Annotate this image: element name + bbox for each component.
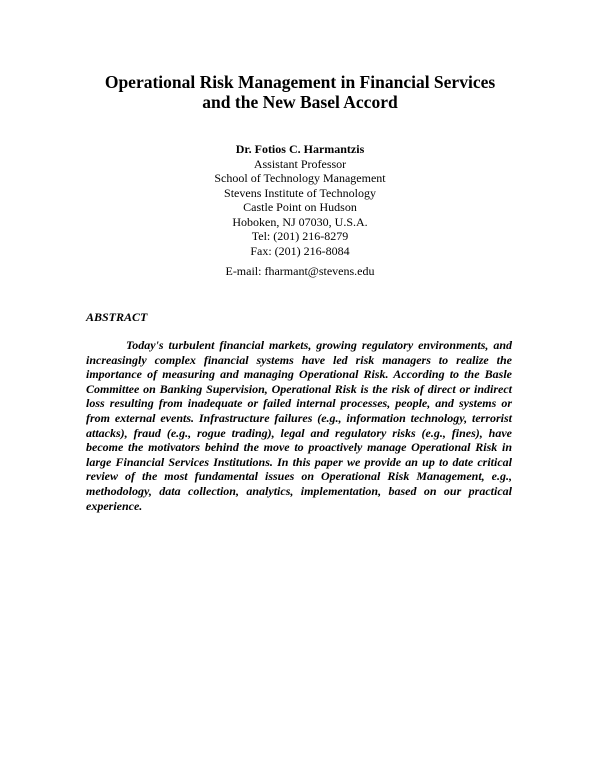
author-fax: Fax: (201) 216-8084 bbox=[250, 243, 350, 258]
abstract-body: Today's turbulent financial markets, growing regulatory environments, and increasingly complex financial systems have led risk managers to realize the importance of measuring and managing Operational Risk. According to the Basle Committee on Banking Supervision, Operational Risk is the risk of direct or indirect loss resulting from inadequate or failed internal processes, people, and systems or from external events. Infrastructure failures (e.g., information technology, terrorist attacks), fraud (e.g., rogue trading), legal and regulatory risks (e.g., fines), have become the motivators behind the move to proactively manage Operational Risk in large Financial Services Institutions. In this paper we provide an up to date critical review of the most fundamental issues on Operational Risk Management, e.g., methodology, data collection, analytics, implementation, based on our practical experience. bbox=[86, 338, 512, 513]
paper-title bbox=[40, 72, 560, 112]
author-street: Castle Point on Hudson bbox=[243, 200, 357, 214]
title-line-2: and the New Basel Accord bbox=[202, 92, 398, 112]
author-position: Assistant Professor bbox=[253, 156, 347, 171]
author-institute: Stevens Institute of Technology bbox=[224, 185, 376, 200]
author-block bbox=[100, 142, 500, 258]
abstract-heading: ABSTRACT bbox=[86, 310, 148, 324]
author-city: Hoboken, NJ 07030, U.S.A. bbox=[232, 214, 368, 229]
author-school: School of Technology Management bbox=[214, 171, 386, 185]
author-email: E-mail: fharmant@stevens.edu bbox=[225, 264, 375, 278]
author-tel: Tel: (201) 216-8279 bbox=[251, 229, 349, 243]
author-name: Dr. Fotios C. Harmantzis bbox=[235, 142, 365, 156]
title-line-1: Operational Risk Management in Financial Services bbox=[104, 72, 496, 92]
